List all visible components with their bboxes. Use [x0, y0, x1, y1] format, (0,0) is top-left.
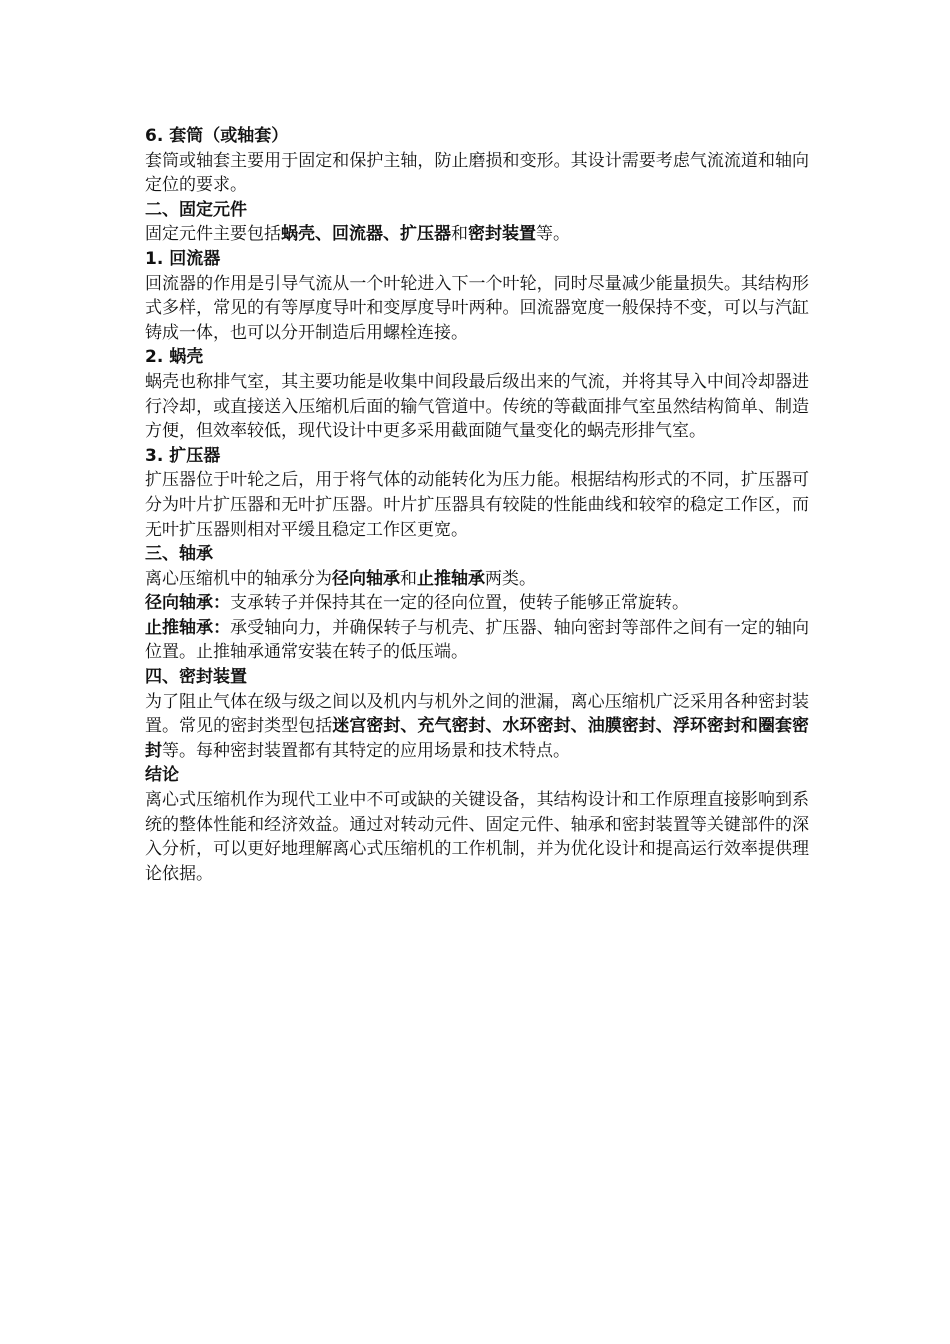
bearing-intro-suffix: 两类。 [485, 568, 536, 589]
seal-text-suffix: 等。每种密封装置都有其特定的应用场景和技术特点。 [162, 740, 570, 761]
bearing-intro-bold-radial: 径向轴承 [332, 568, 400, 589]
section-heading-sleeve: 6. 套筒（或轴套） [145, 126, 289, 146]
section-heading-return-channel: 1. 回流器 [145, 248, 221, 269]
bearing-intro-prefix: 离心压缩机中的轴承分为 [145, 568, 332, 589]
section-heading-fixed-elements: 二、固定元件 [145, 199, 247, 220]
seal-text-prefix: 为了阻止气体在级与级之间以及机内与机外之间的泄漏，离心压缩机广泛采用各种密封装置。常见的密封类型包括 [145, 691, 809, 737]
thrust-bearing-text: 承受轴向力，并确保转子与机壳、扩压器、轴向密封等部件之间有一定的轴向位置。止推轴承通常安装在转子的低压端。 [145, 617, 810, 663]
fixed-intro-suffix: 等。 [536, 224, 570, 245]
section-heading-diffuser: 3. 扩压器 [145, 445, 221, 466]
bearing-intro-mid: 和 [400, 568, 417, 589]
paragraph-fixed-elements [145, 222, 809, 247]
paragraph-radial-bearing [145, 591, 809, 616]
section-heading-seal: 四、密封装置 [145, 667, 247, 688]
fixed-intro-mid: 和 [451, 224, 468, 245]
fixed-intro-bold-seal: 密封装置 [468, 224, 536, 245]
fixed-intro-bold-components: 蜗壳、回流器、扩压器 [281, 224, 451, 245]
bearing-intro-bold-thrust: 止推轴承 [417, 568, 485, 589]
section-heading-bearing: 三、轴承 [145, 544, 213, 565]
paragraph-thrust-bearing [145, 616, 809, 665]
seal-text-bold-types: 迷宫密封、充气密封、水环密封、油膜密封、浮环密封和圈套密封 [145, 716, 810, 761]
radial-bearing-label: 径向轴承： [145, 593, 230, 614]
paragraph-sleeve: 套筒或轴套主要用于固定和保护主轴，防止磨损和变形。其设计需要考虑气流流道和轴向定位的要求。 [145, 150, 809, 196]
paragraph-seal [145, 690, 809, 764]
document-page [145, 124, 809, 886]
paragraph-diffuser: 扩压器位于叶轮之后，用于将气体的动能转化为压力能。根据结构形式的不同，扩压器可分为叶片扩压器和无叶扩压器。叶片扩压器具有较陡的性能曲线和较窄的稳定工作区，而无叶扩压器则相对平缓且稳定工作区更宽。 [145, 470, 809, 540]
section-heading-conclusion: 结论 [145, 765, 179, 786]
paragraph-volute: 蜗壳也称排气室，其主要功能是收集中间段最后级出来的气流，并将其导入中间冷却器进行冷却，或直接送入压缩机后面的输气管道中。传统的等截面排气室虽然结构简单、制造方便，但效率较低，现代设计中更多采用截面随气量变化的蜗壳形排气室。 [145, 371, 809, 442]
section-heading-volute: 2. 蜗壳 [145, 347, 204, 368]
radial-bearing-text: 支承转子并保持其在一定的径向位置，使转子能够正常旋转。 [230, 593, 689, 614]
thrust-bearing-label: 止推轴承： [145, 617, 231, 638]
paragraph-return-channel: 回流器的作用是引导气流从一个叶轮进入下一个叶轮，同时尽量减少能量损失。其结构形式多样，常见的有等厚度导叶和变厚度导叶两种。回流器宽度一般保持不变，可以与汽缸铸成一体，也可以分开制造后用螺栓连接。 [145, 273, 809, 343]
fixed-intro-prefix: 固定元件主要包括 [145, 224, 281, 245]
paragraph-conclusion: 离心式压缩机作为现代工业中不可或缺的关键设备，其结构设计和工作原理直接影响到系统的整体性能和经济效益。通过对转动元件、固定元件、轴承和密封装置等关键部件的深入分析，可以更好地理解离心式压缩机的工作机制，并为优化设计和提高运行效率提供理论依据。 [145, 790, 809, 884]
paragraph-bearing-intro [145, 567, 809, 592]
